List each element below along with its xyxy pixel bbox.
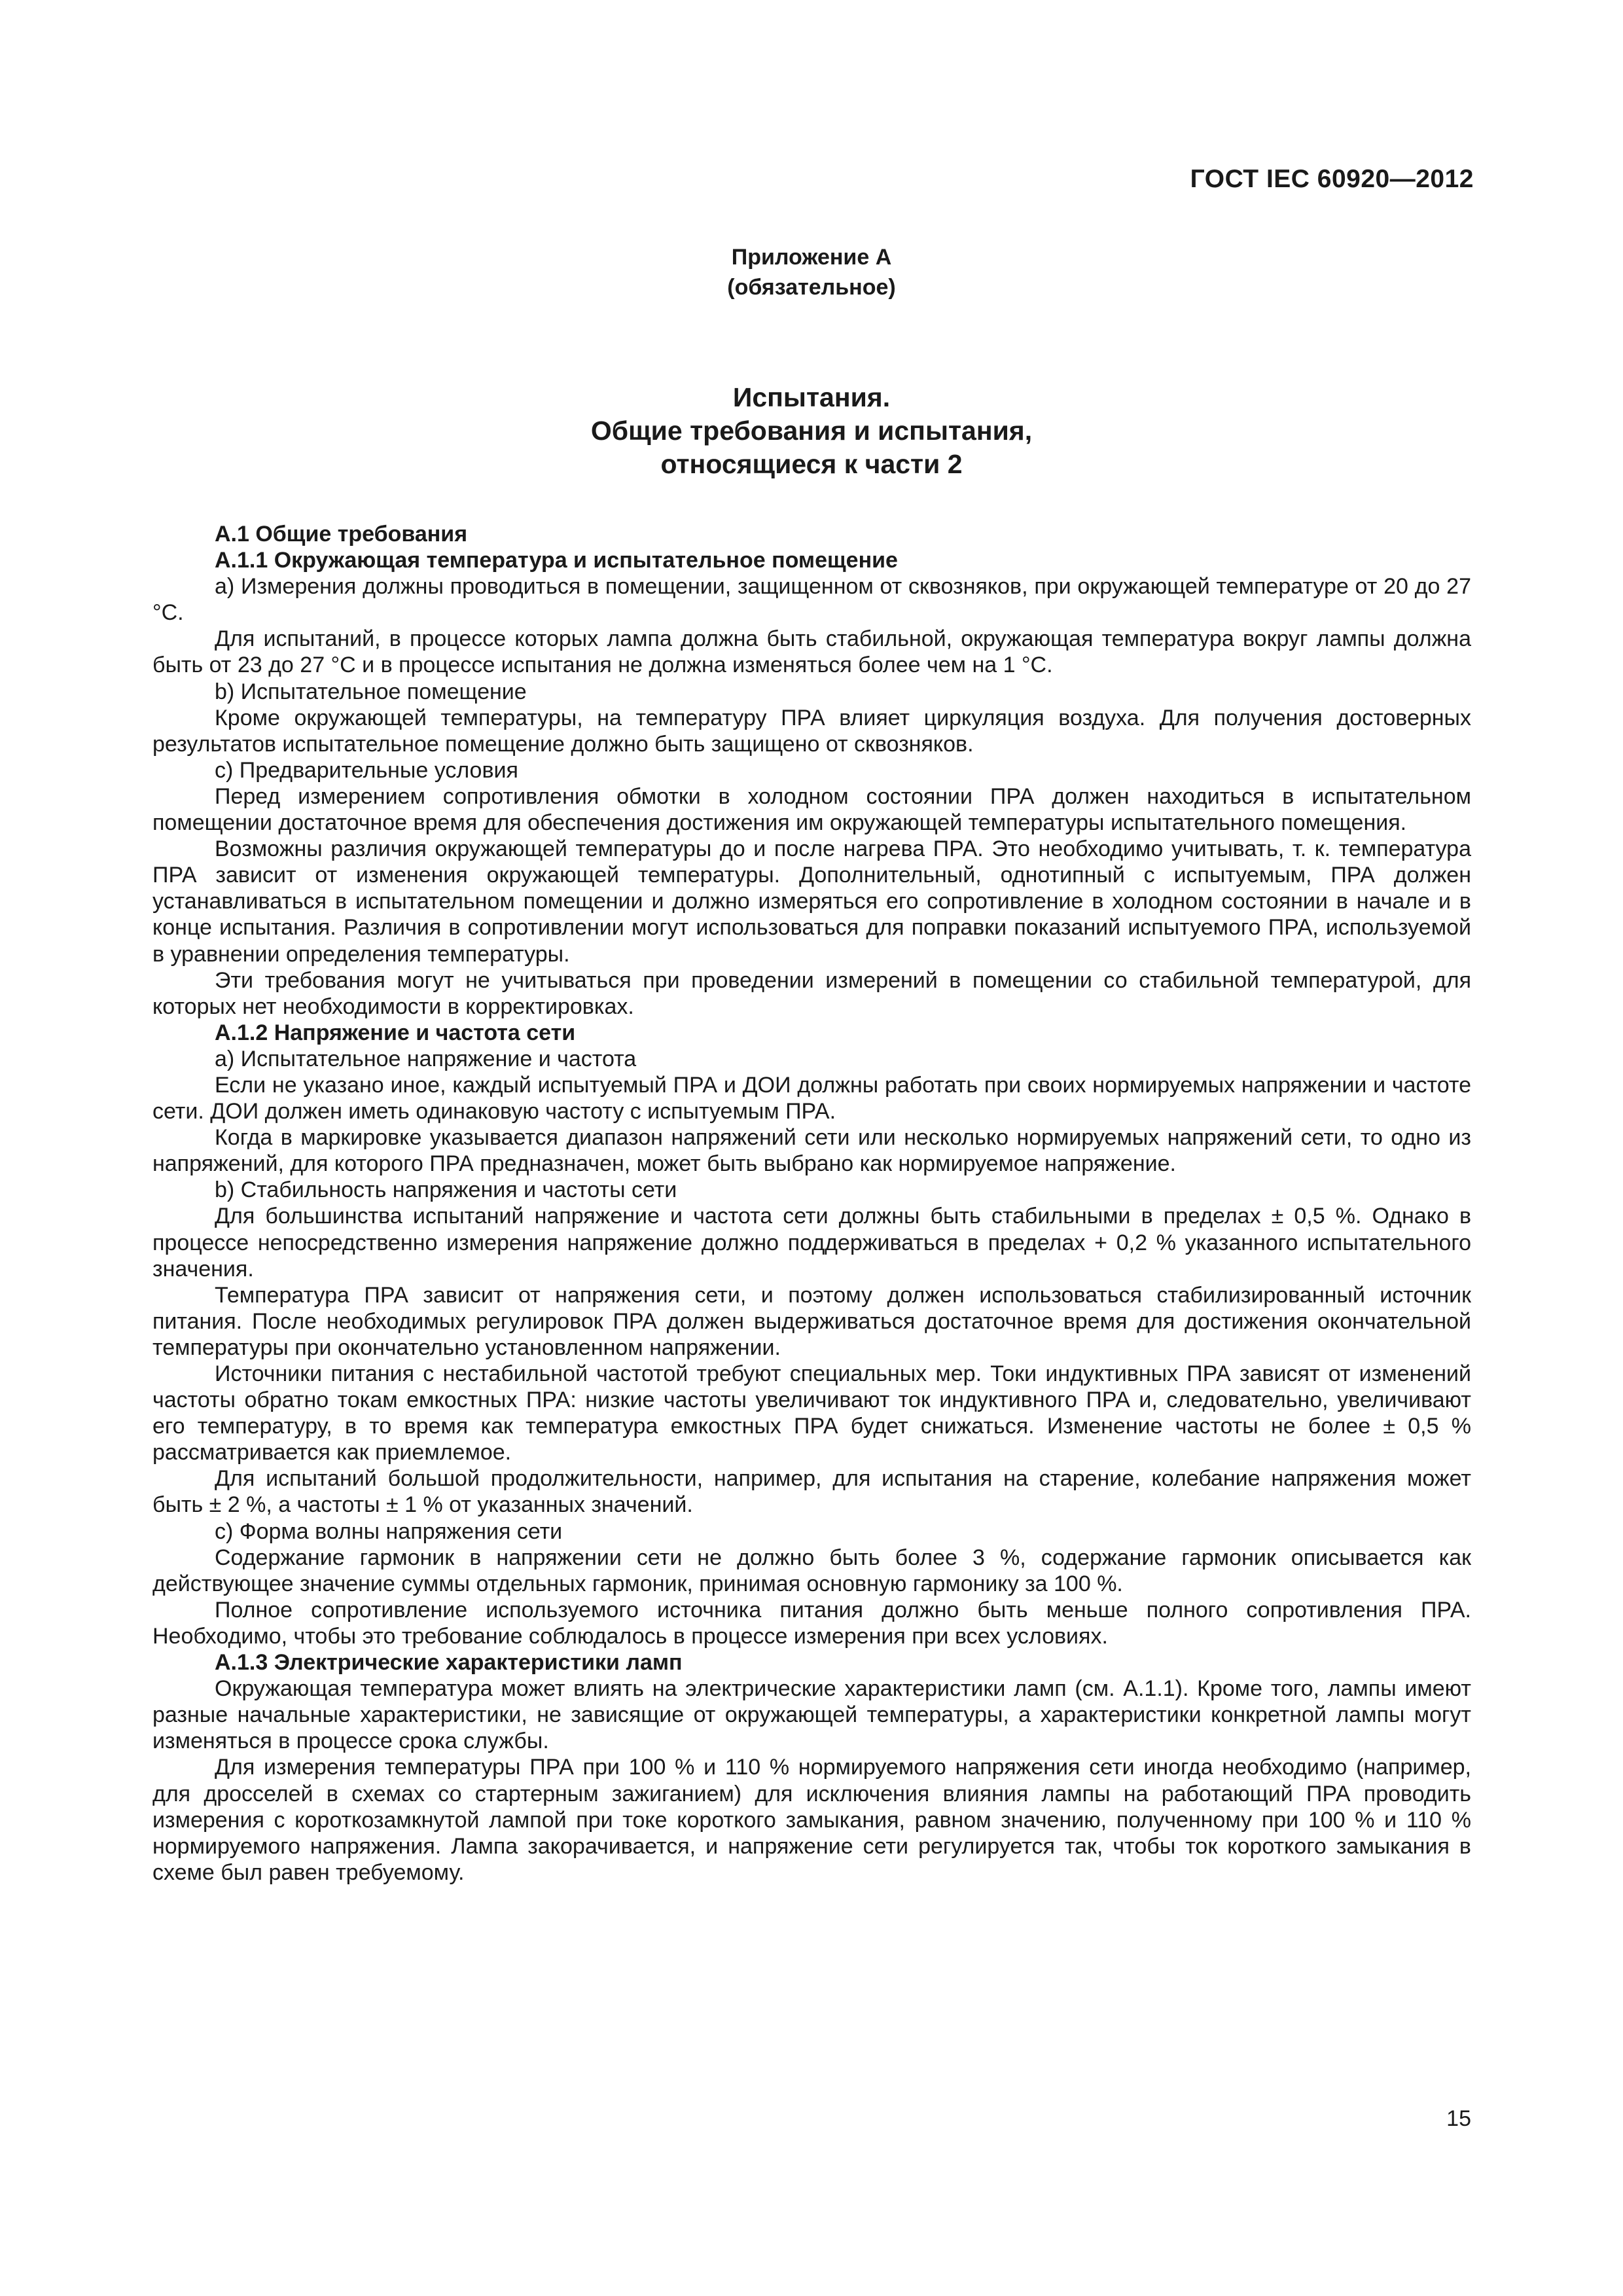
annex-title-line-3: относящиеся к части 2 <box>660 449 963 479</box>
page-number: 15 <box>1446 2106 1471 2131</box>
section-heading: А.1.2 Напряжение и частота сети <box>215 1020 576 1045</box>
paragraph: Кроме окружающей температуры, на температуру ПРА влияет циркуляция воздуха. Для получения достоверных результатов испытательное помещение должно быть защищено от сквозняков. <box>152 705 1471 757</box>
paragraph: Когда в маркировке указывается диапазон напряжений сети или несколько нормируемых напряжений сети, то одно из напряжений, для которого ПРА предназначен, может быть выбрано как нормируемое напряжение. <box>152 1125 1471 1177</box>
section-heading: А.1 Общие требования <box>215 522 468 547</box>
annex-title-line-2: Общие требования и испытания, <box>590 416 1033 446</box>
paragraph: Температура ПРА зависит от напряжения сети, и поэтому должен использоваться стабилизированный источник питания. После необходимых регулировок ПРА должен выдерживаться достаточное время для достижения окончательной температуры при окончательно установленном напряжении. <box>152 1282 1471 1360</box>
paragraph: Для испытаний большой продолжительности, например, для испытания на старение, колебание напряжения может быть ± 2 %, а частоты ± 1 % от указанных значений. <box>152 1466 1471 1518</box>
section-heading: А.1.3 Электрические характеристики ламп <box>215 1650 683 1676</box>
paragraph: Если не указано иное, каждый испытуемый ПРА и ДОИ должны работать при своих нормируемых напряжении и частоте сети. ДОИ должен иметь одинаковую частоту с испытуемым ПРА. <box>152 1072 1471 1124</box>
paragraph: c) Форма волны напряжения сети <box>215 1518 563 1544</box>
paragraph: Для испытаний, в процессе которых лампа должна быть стабильной, окружающая температура вокруг лампы должна быть от 23 до 27 °С и в процессе испытания не должна изменяться более чем на 1 °С. <box>152 626 1471 678</box>
document-body <box>152 521 1471 1886</box>
paragraph: Полное сопротивление используемого источника питания должно быть меньше полного сопротивления ПРА. Необходимо, чтобы это требование соблюдалось в процессе измерения при всех условиях. <box>152 1597 1471 1649</box>
annex-title-line-1: Испытания. <box>732 382 891 412</box>
paragraph: Перед измерением сопротивления обмотки в холодном состоянии ПРА должен находиться в испытательном помещении достаточное время для обеспечения достижения им окружающей температуры испытательного помещения. <box>152 783 1471 836</box>
paragraph: Окружающая температура может влиять на электрические характеристики ламп (см. А.1.1). Кроме того, лампы имеют разные начальные характеристики, не зависящие от окружающей температуры, а характеристики конкретной лампы могут изменяться в процессе срока службы. <box>152 1676 1471 1754</box>
paragraph: а) Испытательное напряжение и частота <box>215 1046 637 1071</box>
paragraph: Возможны различия окружающей температуры до и после нагрева ПРА. Это необходимо учитывать, т. к. температура ПРА зависит от изменения окружающей температуры. Дополнительный, однотипный с испытуемым, ПРА должен устанавливаться в испытательном помещении и должно измеряться его сопротивление в холодном состоянии в начале и в конце испытания. Различия в сопротивлении могут использоваться для поправки показаний испытуемого ПРА, используемой в уравнении определения температуры. <box>152 836 1471 967</box>
annex-label: Приложение А <box>731 245 892 270</box>
paragraph: а) Измерения должны проводиться в помещении, защищенном от сквозняков, при окружающей температуре от 20 до 27 °С. <box>152 574 1471 626</box>
paragraph: c) Предварительные условия <box>215 757 518 783</box>
paragraph: b) Испытательное помещение <box>215 679 527 704</box>
annex-title <box>0 381 1623 481</box>
paragraph: Для измерения температуры ПРА при 100 % и 110 % нормируемого напряжения сети иногда необходимо (например, для дросселей в схемах со стартерным зажиганием) для исключения влияния лампы на работающий ПРА проводить измерения с короткозамкнутой лампой при токе короткого замыкания, равном значению, полученному при 100 % и 110 % нормируемого напряжения. Лампа закорачивается, и напряжение сети регулируется так, чтобы ток короткого замыкания в схеме был равен требуемому. <box>152 1755 1471 1885</box>
section-heading: А.1.1 Окружающая температура и испытательное помещение <box>215 548 898 573</box>
paragraph: b) Стабильность напряжения и частоты сети <box>215 1177 677 1203</box>
paragraph: Источники питания с нестабильной частотой требуют специальных мер. Токи индуктивных ПРА зависят от изменений частоты обратно токам емкостных ПРА: низкие частоты увеличивают ток индуктивного ПРА и, следовательно, увеличивают его температуру, в то время как температура емкостных ПРА будет снижаться. Изменение частоты не более ± 0,5 % рассматривается как приемлемое. <box>152 1361 1471 1465</box>
paragraph: Эти требования могут не учитываться при проведении измерений в помещении со стабильной температурой, для которых нет необходимости в корректировках. <box>152 967 1471 1019</box>
paragraph: Для большинства испытаний напряжение и частота сети должны быть стабильными в пределах ± 0,5 %. Однако в процессе непосредственно измерения напряжение должно поддерживаться в пределах + 0,2 % указанного испытательного значения. <box>152 1204 1471 1282</box>
paragraph: Содержание гармоник в напряжении сети не должно быть более 3 %, содержание гармоник описывается как действующее значение суммы отдельных гармоник, принимая основную гармонику за 100 %. <box>152 1545 1471 1596</box>
annex-status: (обязательное) <box>727 275 896 300</box>
annex-heading <box>0 242 1623 302</box>
document-code: ГОСТ IEC 60920—2012 <box>1190 165 1474 193</box>
